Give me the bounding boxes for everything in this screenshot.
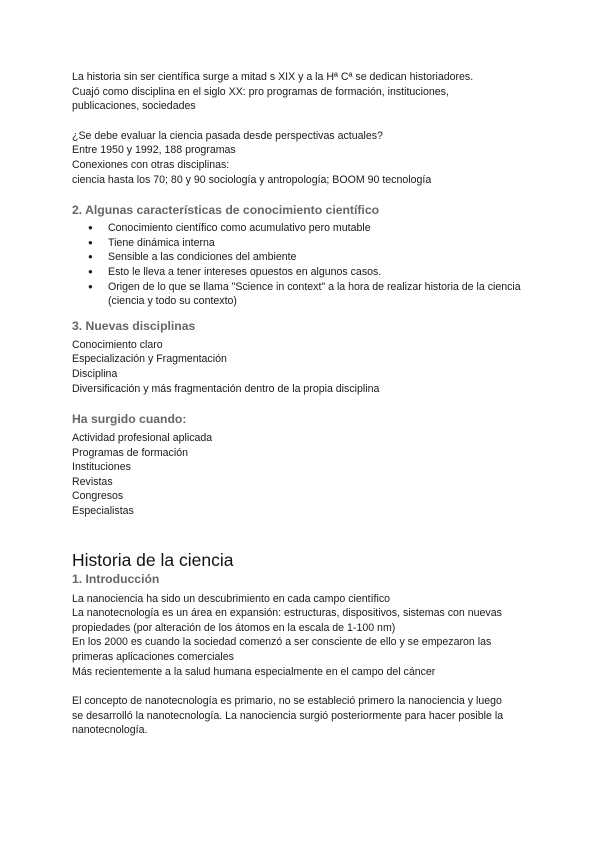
text-line: Disciplina (72, 367, 118, 380)
text-line: Programas de formación (72, 446, 188, 459)
text-line: se desarrolló la nanotecnología. La nanociencia surgió posteriormente para hacer posible la (72, 709, 504, 722)
text-line: Diversificación y más fragmentación dentro de la propia disciplina (72, 382, 380, 395)
text-line: La historia sin ser científica surge a mitad s XIX y a la Hª Cª se dedican historiadores. (72, 71, 474, 83)
text-line: Cuajó como disciplina en el siglo XX: pro programas de formación, instituciones, (72, 85, 449, 98)
list-item: ● Conocimiento científico como acumulativo pero mutable (88, 221, 532, 236)
text-line: Especialistas (72, 505, 134, 518)
text-line: Conocimiento claro (72, 338, 163, 351)
text-line: En los 2000 es cuando la sociedad comenzó a ser consciente de ello y se empezaron las (72, 636, 492, 649)
text-line: La nanociencia ha sido un descubrimiento en cada campo científico (72, 592, 391, 605)
text-line: publicaciones, sociedades (72, 100, 196, 113)
bullet-list (72, 221, 532, 309)
text-line: Revistas (72, 475, 113, 488)
text-line: La nanotecnología es un área en expansión: estructuras, dispositivos, sistemas con nuevas (72, 607, 502, 620)
section-heading: 1. Introducción (72, 571, 160, 586)
text-line: Más recientemente a la salud humana especialmente en el campo del cáncer (72, 665, 436, 678)
text-line: propiedades (por alteración de los átomos en la escala de 1-100 nm) (72, 621, 396, 634)
list-item: ● Origen de lo que se llama "Science in context" a la hora de realizar historia de la ciencia (ciencia y todo su contexto) (88, 280, 532, 309)
text-line: ¿Se debe evaluar la ciencia pasada desde perspectivas actuales? (72, 129, 383, 142)
text-line: Conexiones con otras disciplinas: (72, 158, 230, 171)
text-line: Instituciones (72, 461, 131, 474)
list-item: ● Esto le lleva a tener intereses opuestos en algunos casos. (88, 265, 532, 280)
section-heading: 2. Algunas características de conocimiento científico (72, 203, 380, 218)
section-heading: Ha surgido cuando: (72, 412, 187, 427)
list-item: ● Sensible a las condiciones del ambiente (88, 250, 532, 265)
list-item: ● Tiene dinámica interna (88, 236, 532, 251)
page-title: Historia de la ciencia (72, 549, 234, 570)
text-line: Especialización y Fragmentación (72, 353, 227, 366)
text-line: Entre 1950 y 1992, 188 programas (72, 144, 236, 157)
document-content (72, 70, 532, 738)
text-line: primeras aplicaciones comerciales (72, 651, 234, 664)
text-line: El concepto de nanotecnología es primario, no se estableció primero la nanociencia y luego (72, 695, 502, 708)
text-line: Actividad profesional aplicada (72, 432, 213, 445)
text-line: nanotecnología. (72, 724, 148, 737)
text-line: ciencia hasta los 70; 80 y 90 sociología y antropología; BOOM 90 tecnología (72, 173, 432, 186)
section-heading: 3. Nuevas disciplinas (72, 318, 196, 333)
text-line: Congresos (72, 490, 124, 503)
